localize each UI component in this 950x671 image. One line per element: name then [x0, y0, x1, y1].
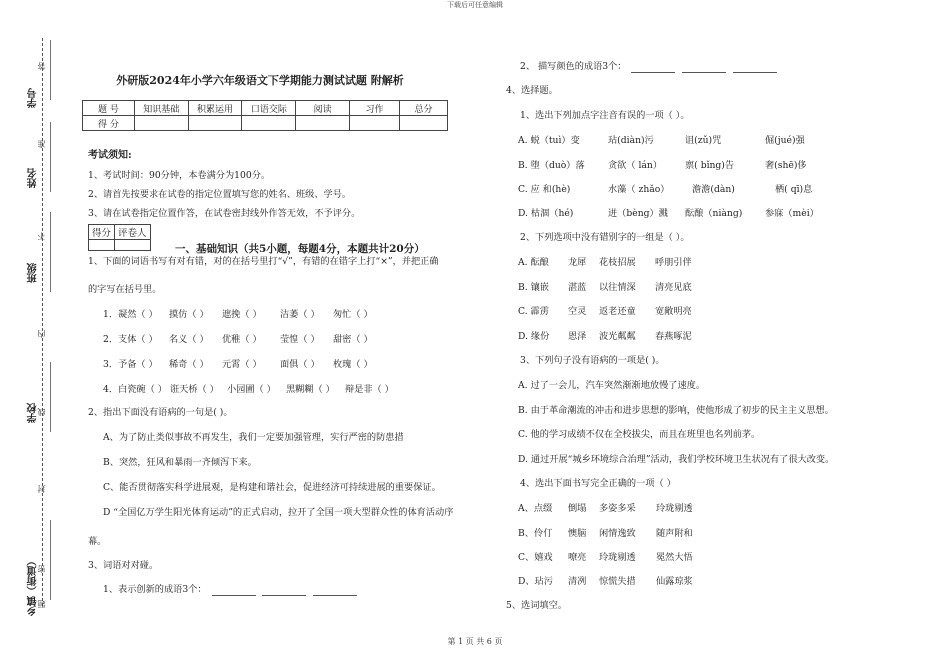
word-item: 诳天桥（ ）	[170, 384, 219, 395]
grader-reviewer-label: 评卷人	[115, 225, 151, 240]
option-a: A. 酝酿	[518, 257, 549, 268]
word-item: 洁萎（ ）	[280, 309, 320, 320]
option-word: 嘹亮	[568, 552, 587, 563]
label-student-id: 学号	[28, 88, 39, 108]
word-item: 1．凝然（ ）	[103, 309, 158, 320]
exam-title: 外研版2024年小学六年级语文下学期能力测试试题 附解析	[116, 74, 404, 87]
score-cell[interactable]	[242, 116, 296, 131]
option-word: 倒塌	[568, 503, 587, 514]
option-word: 玲珑剔透	[656, 503, 693, 514]
word-item: 遮挽（ ）	[222, 309, 262, 320]
option-word: 空灵	[568, 306, 587, 317]
option-word: 呼朋引伴	[655, 257, 692, 268]
note-item: 2、请首先按要求在试卷的指定位置填写您的姓名、班级、学号。	[88, 189, 352, 200]
answer-blank[interactable]	[631, 62, 675, 73]
idiom-prompt-color: 2、 描写颜色的成语3个：	[520, 61, 627, 72]
option-d-continued: 幕。	[88, 536, 107, 547]
word-item: 辩是非（ ）	[345, 384, 394, 395]
word-item: 匆忙（ ）	[333, 309, 373, 320]
school-line	[50, 362, 51, 432]
word-item: 2．支体（ ）	[103, 334, 158, 345]
question-text: 4、选出下面书写完全正确的一项（ ）	[520, 478, 676, 489]
score-table-score-row	[83, 116, 448, 131]
option-word: 倔(jué)强	[765, 135, 805, 146]
score-cell[interactable]	[399, 116, 447, 131]
option-word: 花枝招展	[599, 257, 636, 268]
score-col-header: 阅读	[296, 101, 350, 116]
option-word: 澹澹(dàn)	[692, 184, 735, 195]
option-word: 酝酿（niàng)	[685, 208, 743, 219]
option-d: D. 枯涸（hé)	[518, 208, 574, 219]
label-school: 学校	[28, 403, 39, 423]
score-row-label: 得 分	[83, 116, 135, 131]
word-item: 黑糊糊（ ）	[286, 384, 335, 395]
option-a: A. 蜕（tuì）变	[518, 135, 580, 146]
word-item: 稀奇（ ）	[169, 359, 209, 370]
option-word: 龙犀	[568, 257, 587, 268]
answer-blank[interactable]	[313, 585, 357, 596]
option-d: D. 通过开展“城乡环境综合治理”活动，我们学校环境卫生状况有了很大改变。	[518, 454, 835, 465]
option-word: 宽敞明亮	[655, 306, 692, 317]
option-d: D “全国亿万学生阳光体育运动”的正式启动，拉开了全国一项大型群众性的体育活动序	[103, 507, 454, 518]
student-id-line	[50, 40, 51, 100]
option-a: A、为了防止类似事故不再发生，我们一定要加强管理，实行严密的防患措	[103, 432, 404, 443]
option-b: B. 由于革命潮流的冲击和进步思想的影响，使他形成了初步的民主主义思想。	[518, 405, 834, 416]
word-item: 元霄（ ）	[222, 359, 262, 370]
answer-blank[interactable]	[212, 585, 256, 596]
idiom-prompt-innovation: 1、表示创新的成语3个：	[103, 584, 207, 595]
margin-mark: 不	[37, 232, 46, 240]
word-item: 小园圃（ ）	[227, 384, 276, 395]
margin-mark: 密	[37, 565, 46, 573]
score-col-header: 口语交际	[242, 101, 296, 116]
grader-score-cell[interactable]	[89, 240, 115, 251]
word-item: 莹惶（ ）	[280, 334, 320, 345]
score-col-header: 总分	[399, 101, 447, 116]
option-word: 懊脑	[568, 528, 587, 539]
grader-box	[88, 224, 151, 251]
score-col-header: 题 号	[83, 101, 135, 116]
question-text: 3、词语对对碰。	[88, 560, 159, 571]
word-item: 枚瑰（ ）	[333, 359, 373, 370]
question-text: 2、下列选项中没有错别字的一组是（ ）。	[520, 232, 690, 243]
option-c: C、能否贯彻落实科学进展观，是构建和谐社会，促进经济可持续进展的重要保证。	[103, 482, 441, 493]
option-d: D. 缘份	[518, 331, 550, 342]
score-table	[82, 100, 448, 131]
class-line	[50, 212, 51, 292]
header-note: 下载后可任意编辑	[447, 1, 503, 9]
question-text	[520, 61, 779, 73]
option-word: 闲情逸致	[599, 528, 636, 539]
option-word: 参寐（mèi）	[765, 208, 819, 219]
option-word: 玷(diàn)污	[608, 135, 654, 146]
question-text: 2、指出下面没有语病的一句是( )。	[88, 407, 233, 418]
word-item: 3．予备（ ）	[103, 359, 158, 370]
option-word: 玲珑剔透	[599, 552, 636, 563]
margin-mark: 线	[37, 408, 46, 416]
question-text: 的字写在括号里。	[88, 284, 162, 295]
option-word: 随声附和	[656, 528, 693, 539]
option-word: 仙露琼浆	[656, 576, 693, 587]
option-a: A、点缀	[518, 503, 553, 514]
score-cell[interactable]	[296, 116, 350, 131]
option-word: 奢(shē)侈	[765, 160, 807, 171]
section-heading-basics: 一、基础知识（共5小题，每题4分，本题共计20分）	[175, 243, 425, 255]
margin-mark: 准	[37, 140, 46, 148]
option-c: C、嬉戏	[518, 552, 553, 563]
option-word: 惊慌失措	[599, 576, 636, 587]
option-word: 波光粼粼	[599, 331, 636, 342]
option-b: B. 堕（duò）落	[518, 160, 585, 171]
option-c: C. 应 和(hè)	[518, 184, 571, 195]
option-word: 春燕啄泥	[655, 331, 692, 342]
score-col-header: 积累运用	[188, 101, 242, 116]
score-cell[interactable]	[188, 116, 242, 131]
option-word: 湛蓝	[568, 282, 587, 293]
option-c: C. 霹雳	[518, 306, 549, 317]
option-word: 贪欲（ lán）	[608, 160, 663, 171]
page-footer: 第 1 页 共 6 页	[447, 637, 503, 646]
margin-mark: 题	[37, 600, 46, 608]
option-word: 水藻（ zhǎo）	[608, 184, 670, 195]
option-word: 迸（bèng）溅	[608, 208, 668, 219]
option-b: B、突然，狂风和暴雨一齐倾泻下来。	[103, 457, 257, 468]
option-a: A. 过了一会儿，汽车突然渐渐地放慢了速度。	[518, 380, 706, 391]
option-b: B、伶仃	[518, 528, 553, 539]
margin-mark: 封	[37, 485, 46, 493]
question-text: 5、选词填空。	[506, 600, 567, 611]
question-text: 3、下列句子没有语病的一项是( )。	[520, 355, 665, 366]
option-word: 返老还童	[599, 306, 636, 317]
word-item: 甜密（ ）	[333, 334, 373, 345]
score-col-header: 习作	[350, 101, 400, 116]
note-item: 1、考试时间：90分钟，本卷满分为100分。	[88, 170, 271, 181]
word-item: 优稚（ ）	[222, 334, 262, 345]
seal-dashed-line	[42, 38, 43, 606]
notes-heading: 考试须知:	[88, 150, 132, 161]
word-item: 面俱（ ）	[280, 359, 320, 370]
question-text	[103, 584, 359, 596]
label-town: 乡镇（街道）	[28, 556, 39, 616]
option-word: 禀( bǐng)告	[685, 160, 735, 171]
option-word: 诅(zǔ)咒	[685, 135, 722, 146]
option-word: 清冽	[568, 576, 587, 587]
word-item: 4．白瓷碗（ ）	[103, 384, 167, 395]
label-name: 姓名	[28, 168, 39, 188]
score-cell[interactable]	[350, 116, 400, 131]
name-line	[50, 122, 51, 192]
question-text: 1、下面的词语书写有对有错，对的在括号里打“√”，有错的在错字上打“×”，并把正确	[88, 256, 439, 267]
margin-mark: 内	[37, 330, 46, 338]
word-item: 摸仿（ ）	[169, 309, 209, 320]
section-heading-choice: 4、选择题。	[506, 85, 558, 96]
town-line	[50, 520, 51, 600]
label-class: 班级	[28, 263, 39, 283]
option-d: D、玷污	[518, 576, 553, 587]
option-word: 冕然大悟	[656, 552, 693, 563]
word-item: 名义（ ）	[169, 334, 209, 345]
option-word: 多姿多采	[599, 503, 636, 514]
grader-reviewer-cell[interactable]	[115, 240, 151, 251]
score-table-header-row	[83, 101, 448, 116]
answer-blank[interactable]	[262, 585, 306, 596]
option-word: 恩泽	[568, 331, 587, 342]
option-c: C. 他的学习成绩不仅在全校拔尖，而且在班里也名列前茅。	[518, 429, 761, 440]
score-col-header: 知识基础	[134, 101, 188, 116]
score-cell[interactable]	[134, 116, 188, 131]
note-item: 3、请在试卷指定位置作答，在试卷密封线外作答无效，不予评分。	[88, 208, 361, 219]
option-b: B. 镶嵌	[518, 282, 549, 293]
question-text: 1、选出下列加点字注音有误的一项（ ）。	[520, 110, 690, 121]
option-word: 栖( qī)息	[775, 184, 813, 195]
grader-score-label: 得分	[89, 225, 115, 240]
option-word: 以往情深	[599, 282, 636, 293]
answer-blank[interactable]	[682, 62, 726, 73]
answer-blank[interactable]	[733, 62, 777, 73]
margin-mark: 答	[37, 62, 46, 70]
option-word: 清亮见底	[655, 282, 692, 293]
